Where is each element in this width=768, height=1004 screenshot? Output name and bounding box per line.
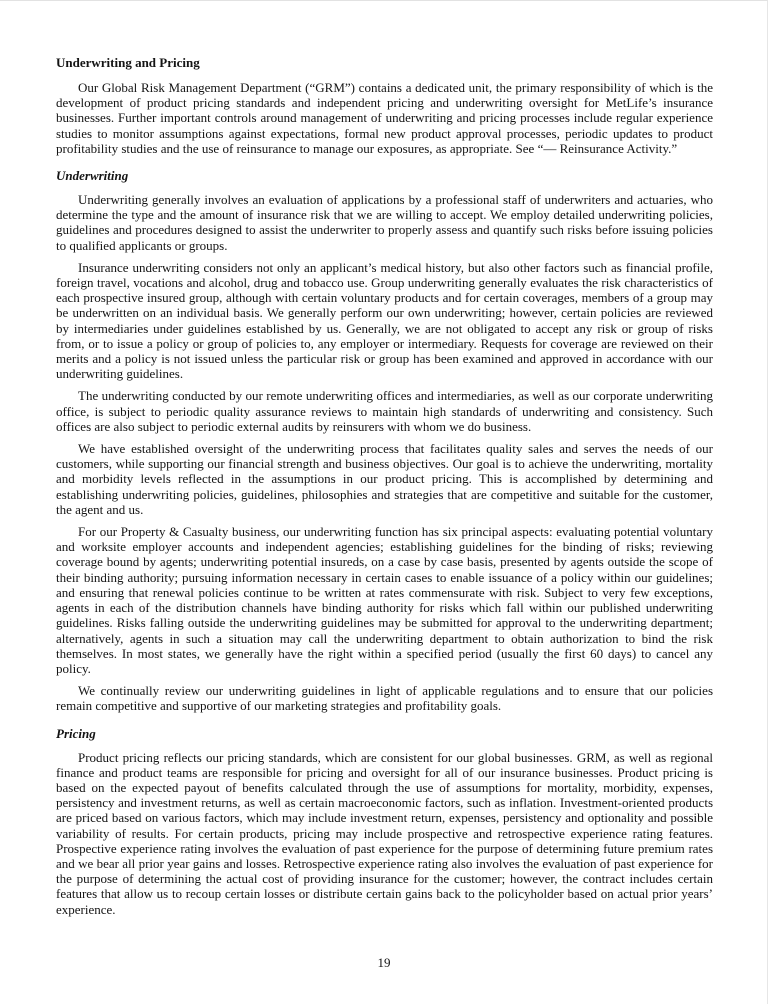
paragraph-grm-intro: Our Global Risk Management Department (“GRM”) contains a dedicated unit, the primary responsibility of which is the development of product pricing standards and independent pricing and underwriting oversight for MetLife’s insurance businesses. Further important controls around management of underwriting and pricing processes include regular experience studies to monitor assumptions against expectations, formal new product approval processes, periodic updates to product profitability studies and the use of reinsurance to manage our exposures, as appropriate. See “— Reinsurance Activity.” — [56, 80, 713, 156]
paragraph-product-pricing: Product pricing reflects our pricing standards, which are consistent for our global businesses. GRM, as well as regional finance and product teams are responsible for pricing and oversight for all of our insurance businesses. Product pricing is based on the expected payout of benefits calculated through the use of assumptions for mortality, morbidity, expenses, persistency and investment returns, as well as certain macroeconomic factors, such as inflation. Investment-oriented products are priced based on various factors, which may include investment return, expenses, persistency and optionality and possible variability of results. For certain products, pricing may include prospective and retrospective experience rating features. Prospective experience rating involves the evaluation of past experience for the purpose of determining future premium rates and we bear all prior year gains and losses. Retrospective experience rating also involves the evaluation of past experience for the purpose of determining the actual cost of providing insurance for the customer; however, the contract includes certain features that allow us to recoup certain losses or distribute certain gains back to the policyholder based on actual prior years’ experience. — [56, 749, 713, 917]
paragraph-quality-assurance: The underwriting conducted by our remote underwriting offices and intermediaries, as well as our corporate underwriting office, is subject to periodic quality assurance reviews to maintain high standards of underwriting and consistency. Such offices are also subject to periodic external audits by reinsurers with whom we do business. — [56, 388, 713, 434]
page-number: 19 — [377, 955, 391, 970]
paragraph-underwriting-evaluation: Underwriting generally involves an evaluation of applications by a professional staff of underwriters and actuaries, who determine the type and the amount of insurance risk that we are willing to accept. We employ detailed underwriting policies, guidelines and procedures designed to assist the underwriter to properly assess and quantify such risks before issuing policies to qualified applicants or groups. — [56, 192, 713, 253]
paragraph-insurance-underwriting-factors: Insurance underwriting considers not only an applicant’s medical history, but also other factors such as financial profile, foreign travel, vocations and alcohol, drug and tobacco use. Group underwriting generally evaluates the risk characteristics of each prospective insured group, although with certain voluntary products and for certain coverages, members of a group may be underwritten on an individual basis. We generally perform our own underwriting; however, certain policies are reviewed by intermediaries under guidelines established by us. Generally, we are not obligated to accept any risk or group of risks from, or to issue a policy or group of policies to, any employer or intermediary. Requests for coverage are reviewed on their merits and a policy is not issued unless the particular risk or group has been examined and approved in accordance with our underwriting guidelines. — [56, 259, 713, 382]
heading-underwriting-and-pricing: Underwriting and Pricing — [56, 55, 200, 70]
subheading-pricing: Pricing — [56, 725, 96, 741]
paragraph-property-casualty: For our Property & Casualty business, our underwriting function has six principal aspects: evaluating potential voluntary and worksite employer accounts and independent agencies; establishing guidelines for the binding of risks; reviewing coverage bound by agents; underwriting potential insureds, on a case by case basis, presented by agents outside the scope of their binding authority; pursuing information necessary in certain cases to enable issuance of a policy within our guidelines; and ensuring that renewal policies continue to be written at rates commensurate with risk. Subject to very few exceptions, agents in each of the distribution channels have binding authority for risks which fall within our published underwriting guidelines. Risks falling outside the underwriting guidelines may be submitted for approval to the underwriting department; alternatively, agents in such a situation may call the underwriting department to obtain authorization to bind the risk themselves. In most states, we generally have the right within a specified period (usually the first 60 days) to cancel any policy. — [56, 524, 713, 676]
paragraph-oversight: We have established oversight of the underwriting process that facilitates quality sales and serves the needs of our customers, while supporting our financial strength and business objectives. Our goal is to achieve the underwriting, mortality and morbidity levels reflected in the assumptions in our product pricing. This is accomplished by determining and establishing underwriting policies, guidelines, philosophies and strategies that are competitive and suitable for the customer, the agent and us. — [56, 441, 713, 517]
subheading-underwriting: Underwriting — [56, 168, 129, 184]
paragraph-continual-review: We continually review our underwriting guidelines in light of applicable regulations and to ensure that our policies remain competitive and supportive of our marketing strategies and profitability goals. — [56, 683, 713, 714]
